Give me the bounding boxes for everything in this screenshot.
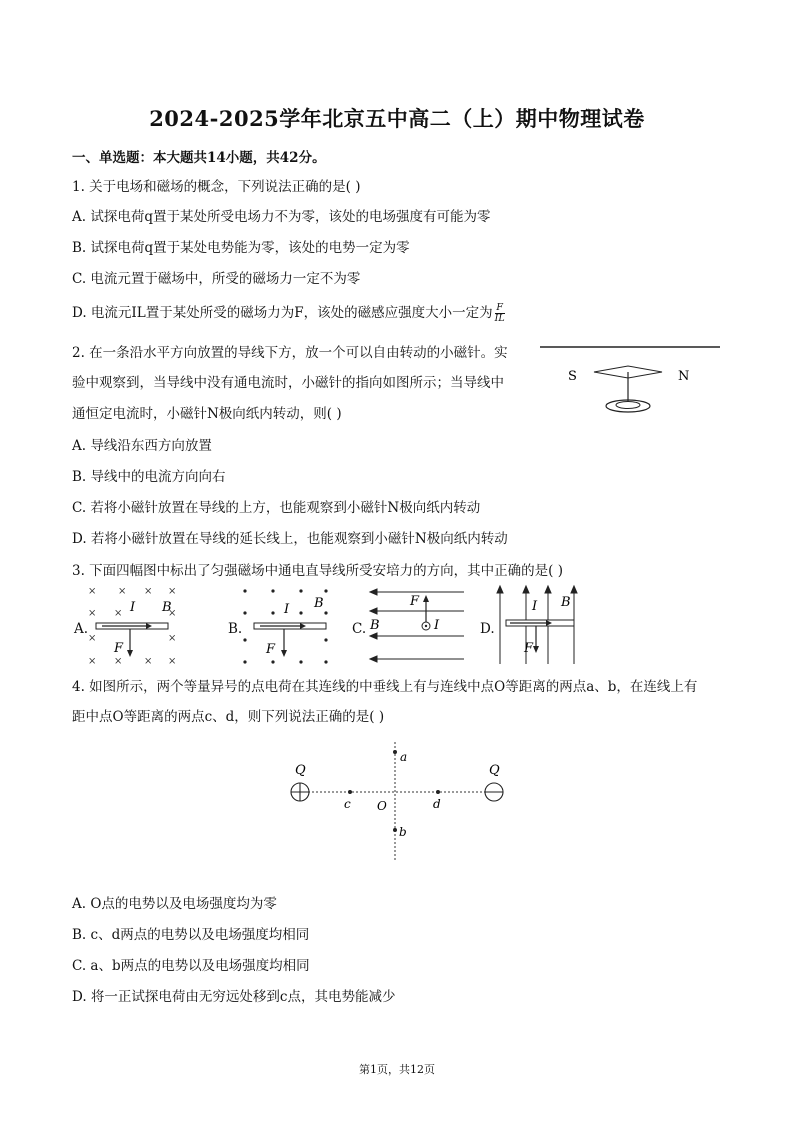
svg-text:×: × (114, 608, 123, 619)
q2-option-d: D. 若将小磁针放置在导线的延长线上，也能观察到小磁针N极向纸内转动 (72, 531, 508, 547)
field-label: B (314, 596, 324, 611)
current-label: I (284, 602, 290, 617)
field-label: B (162, 600, 172, 615)
svg-text:×: × (118, 586, 127, 597)
svg-text:×: × (88, 608, 97, 619)
compass-base-inner (616, 402, 640, 409)
point-d-label: d (433, 797, 441, 811)
q3-figure-a (86, 584, 186, 666)
q3-stem: 3. 下面四幅图中标出了匀强磁场中通电直导线所受安培力的方向，其中正确的是( ) (72, 563, 563, 579)
point-a (393, 750, 397, 754)
q1-option-d (72, 303, 505, 324)
field-label: B (561, 595, 571, 610)
point-c (348, 790, 352, 794)
q3-label-a: A. (74, 621, 89, 637)
q3-figure-c (364, 584, 470, 666)
q2-stem-line2: 验中观察到，当导线中没有通电流时，小磁针的指向如图所示；当导线中 (72, 375, 504, 391)
q1-option-a: A. 试探电荷q置于某处所受电场力不为零，该处的电场强度有可能为零 (72, 209, 491, 225)
q2-option-c: C. 若将小磁针放置在导线的上方，也能观察到小磁针N极向纸内转动 (72, 500, 481, 516)
q4-option-c: C. a、b两点的电势以及电场强度均相同 (72, 958, 310, 974)
compass-n-label: N (678, 369, 690, 384)
svg-text:×: × (168, 633, 177, 644)
section-heading: 一、单选题：本大题共14小题，共42分。 (72, 150, 326, 166)
force-label: F (114, 641, 124, 656)
q2-compass-figure (536, 338, 726, 423)
q1-option-c: C. 电流元置于磁场中，所受的磁场力一定不为零 (72, 271, 361, 287)
svg-text:×: × (88, 656, 97, 666)
q4-stem-line1: 4. 如图所示，两个等量异号的点电荷在其连线的中垂线上有与连线中点O等距离的两点a、b，在连线上有 (72, 679, 698, 695)
q3-figure-d (494, 584, 584, 666)
svg-text:×: × (88, 633, 97, 644)
point-o-label: O (377, 799, 387, 813)
q4-option-d: D. 将一正试探电荷由无穷远处移到c点，其电势能减少 (72, 989, 396, 1005)
q1-option-d-text: D. 电流元IL置于某处所受的磁场力为F，该处的磁感应强度大小一定为 (72, 305, 493, 321)
q3-label-c: C. (352, 621, 367, 637)
point-b (393, 828, 397, 832)
svg-text:×: × (88, 586, 97, 597)
point-a-label: a (400, 750, 408, 764)
q2-option-b: B. 导线中的电流方向向右 (72, 469, 226, 485)
point-b-label: b (399, 825, 407, 839)
q2-stem-line3: 通恒定电流时，小磁针N极向纸内转动，则( ) (72, 406, 342, 422)
q2-stem-line1: 2. 在一条沿水平方向放置的导线下方，放一个可以自由转动的小磁针。实 (72, 345, 508, 361)
q4-option-b: B. c、d两点的电势以及电场强度均相同 (72, 927, 310, 943)
q1-option-b: B. 试探电荷q置于某处电势能为零，该处的电势一定为零 (72, 240, 410, 256)
svg-text:×: × (168, 586, 177, 597)
fraction-denominator: IL (494, 313, 505, 324)
svg-text:×: × (168, 608, 177, 619)
force-label: F (524, 641, 534, 656)
q4-option-a: A. O点的电势以及电场强度均为零 (72, 896, 277, 912)
force-arrowhead (127, 650, 133, 657)
point-d (436, 790, 440, 794)
compass-s-label: S (568, 369, 577, 384)
charge-left-label: Q (295, 763, 306, 778)
field-label: B (370, 618, 380, 633)
current-label: I (130, 600, 136, 615)
charge-right-label: Q (489, 763, 500, 778)
point-c-label: c (344, 797, 351, 811)
svg-text:×: × (168, 656, 177, 666)
current-label: I (434, 618, 440, 633)
force-label: F (410, 594, 420, 609)
current-label: I (532, 599, 538, 614)
q4-stem-line2: 距中点O等距离的两点c、d，则下列说法正确的是( ) (72, 709, 385, 725)
svg-text:×: × (144, 586, 153, 597)
force-arrowhead (281, 650, 287, 657)
q3-figure-b (240, 584, 340, 666)
force-arrowhead (423, 595, 429, 602)
fraction-numerator: F (496, 302, 503, 313)
q2-option-a: A. 导线沿东西方向放置 (72, 438, 212, 454)
q4-charge-figure (280, 740, 510, 865)
svg-text:×: × (114, 656, 123, 666)
q3-label-d: D. (480, 621, 495, 637)
force-label: F (266, 642, 276, 657)
q1-fraction (495, 303, 505, 324)
q3-label-b: B. (228, 621, 243, 637)
page-title: 2024-2025学年北京五中高二（上）期中物理试卷 (149, 106, 645, 131)
force-arrowhead (533, 646, 539, 653)
svg-text:×: × (144, 656, 153, 666)
page-footer: 第1页，共12页 (359, 1063, 435, 1076)
q1-stem: 1. 关于电场和磁场的概念，下列说法正确的是( ) (72, 179, 361, 195)
